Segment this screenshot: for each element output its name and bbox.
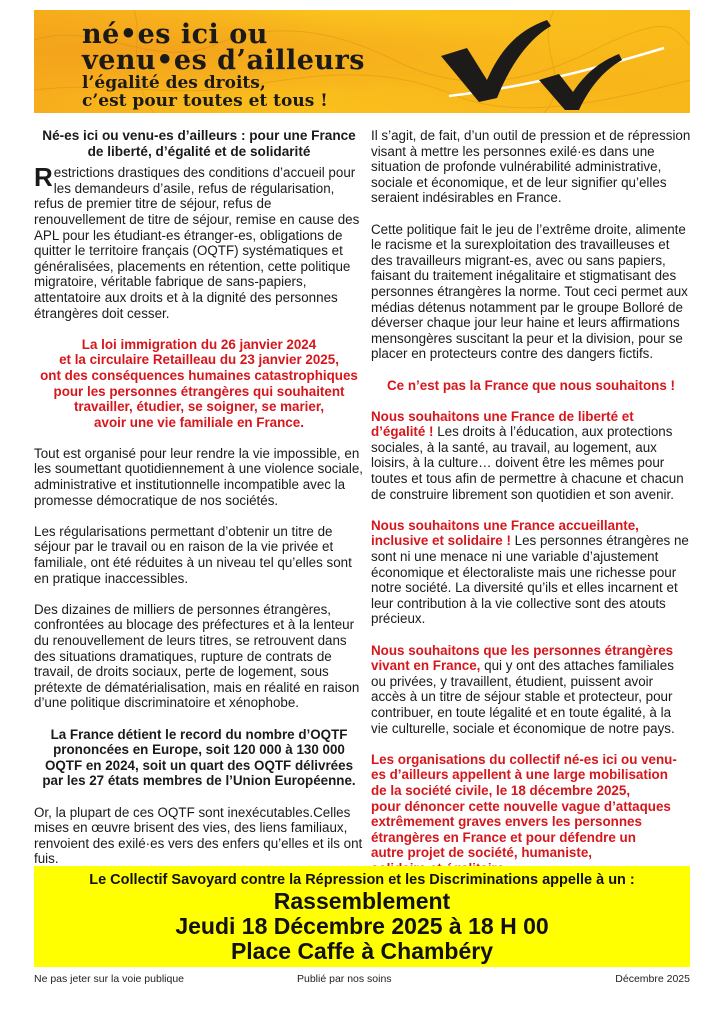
- banner-line-1: né•es ici ou: [82, 19, 268, 50]
- oqtf-record-block: La France détient le record du nombre d’OQTF prononcées en Europe, soit 120 000 à 130 000 OQTF en 2024, soit un quart des OQTF délivrées par les 27 états membres de l’Union Européenne.: [42, 726, 356, 789]
- wish-text: qui y ont des attaches familiales ou privées, y travaillent, étudient, puissent avoir accès à un titre de séjour stable et protecteur, pour contribuer, en toute légalité et en toute égalité, à la vie culturelle, sociale et économique de notre pays.: [371, 658, 675, 736]
- red-line: et la circulaire Retailleau du 23 janvier 2025,: [59, 352, 339, 368]
- wish-text: Les personnes étrangères ne sont ni une menace ni une variable d’ajustement économique et électoraliste mais une richesse pour notre société. La diversité qu’ils et elles incarnent et leur contribution à la vie collective sont des atouts précieux.: [371, 533, 689, 627]
- footer-center: Publié par nos soins: [297, 973, 392, 985]
- red-line: La loi immigration du 26 janvier 2024: [81, 336, 317, 352]
- call-line: autre projet de société, humaniste,: [371, 845, 593, 861]
- double-checkmark-icon: [439, 18, 669, 110]
- red-line: ont des conséquences humaines catastrophiques: [40, 367, 358, 383]
- wish-red-lead: Nous souhaitons une France de liberté et d’égalité !: [371, 408, 634, 440]
- call-line: Les organisations du collectif né-es ici ou venu-: [371, 751, 677, 767]
- drop-cap: R: [34, 162, 53, 193]
- rally-callout: [34, 866, 690, 967]
- callout-intro: Le Collectif Savoyard contre la Répression et les Discriminations appelle à un :: [89, 872, 635, 888]
- call-line: extrêmement graves envers les personnes: [371, 814, 642, 830]
- call-line: étrangères en France et pour défendre un: [371, 829, 636, 845]
- wish-text: Les droits à l’éducation, aux protections sociales, à la santé, au travail, au logement, aux loisirs, à la culture… doivent être les mêmes pour toutes et tous afin de permettre à chacune et chacun de construire librement son quotidien et son avenir.: [371, 424, 684, 502]
- article-heading: Né-es ici ou venu-es d’ailleurs : pour une France de liberté, d’égalité et de solidarité: [42, 128, 356, 159]
- header-banner: [34, 10, 690, 113]
- left-column: [34, 128, 364, 883]
- paragraph-extreme-right: Cette politique fait le jeu de l’extrême droite, alimente le racisme et la surexploitation des travailleuses et des travailleurs migrant-es, avec ou sans papiers, faisant du traitement inégalitaire et stigmatisant des personnes étrangères la norme. Tout ceci permet aux médias détenus notamment par le groupe Bolloré de déverser chaque jour leur haine et leurs affirmations mensongères suscitant la peur et la division, pour se placer en protecteurs contre des dangers fictifs.: [371, 221, 688, 362]
- law-red-block: [34, 337, 364, 431]
- paragraph-prefectures: Des dizaines de milliers de personnes étrangères, confrontées au blocage des préfectures et à la lenteur du renouvellement de leurs titres, se retrouvent dans des situations dramatiques, rupture de contrats de travail, de droits sociaux, perte de logement, sous prétexte de dématérialisation, mais en réalité en raison d’une politique discriminatoire et xénophobe.: [34, 601, 360, 711]
- call-line: es d’ailleurs appellent à une large mobilisation: [371, 767, 668, 783]
- paragraph-impossible-life: Tout est organisé pour leur rendre la vie impossible, en les soumettant quotidiennement à une violence sociale, administrative et institutionnelle incompatible avec la promesse démocratique de nos sociétés.: [34, 445, 364, 508]
- red-line: travailler, étudier, se soigner, se marier,: [73, 399, 325, 415]
- callout-title: Rassemblement: [273, 888, 451, 914]
- wish-red-lead: Nous souhaitons que les personnes étrangères vivant en France,: [371, 642, 674, 674]
- banner-line-3: l’égalité des droits,: [82, 73, 266, 93]
- red-subheading: Ce n’est pas la France que nous souhaitons !: [387, 377, 675, 393]
- intro-paragraph: [34, 162, 364, 321]
- callout-date: Jeudi 18 Décembre 2025 à 18 H 00: [175, 913, 549, 939]
- intro-text: estrictions drastiques des conditions d’accueil pour les demandeurs d’asile, refus de régularisation, refus de premier titre de séjour, refus de renouvellement de titre de séjour, remise en cause des APL pour les étudiant-es étranger-es, obligations de quitter le territoire français (OQTF) systématiques et généralisées, placements en rétention, cette politique migratoire, véritable fabrique de sans-papiers, attentatoire aux droits et à la dignité des personnes étrangères doit cesser.: [34, 165, 360, 321]
- red-line: avoir une vie familiale en France.: [94, 414, 304, 430]
- wish-residence: [371, 643, 691, 737]
- paragraph-oqtf-inexecutable: Or, la plupart de ces OQTF sont inexécutables.Celles mises en œuvre brisent des vies, des liens familiaux, renvoient des exilé·es vers des enfers qu’elles et ils ont fuis.: [34, 804, 363, 867]
- banner-title: [82, 19, 365, 111]
- mobilisation-call: [371, 752, 691, 877]
- banner-line-4: c’est pour toutes et tous !: [82, 91, 328, 111]
- paragraph-regularisations: Les régularisations permettant d’obtenir un titre de séjour par le travail ou en raison de la vie privée et familiale, ont été réduites à un niveau tel qu’elles sont en pratique inaccessibles.: [34, 523, 352, 586]
- call-line: pour dénoncer cette nouvelle vague d’attaques: [371, 798, 671, 814]
- call-line: de la société civile, le 18 décembre 2025,: [371, 782, 631, 798]
- wish-liberty: [371, 409, 691, 503]
- red-line: pour les personnes étrangères qui souhaitent: [53, 383, 345, 399]
- wish-welcoming: [371, 518, 691, 627]
- footer-right: Décembre 2025: [615, 973, 690, 985]
- right-column: [371, 128, 691, 892]
- wish-red-lead: Nous souhaitons une France accueillante, inclusive et solidaire !: [371, 517, 639, 549]
- footer-left: Ne pas jeter sur la voie publique: [34, 973, 185, 985]
- banner-line-2: venu•es d’ailleurs: [82, 45, 365, 76]
- paragraph-pressure-tool: Il s’agit, de fait, d’un outil de pression et de répression visant à mettre les personnes exilé·es dans une situation de profonde vulnérabilité administrative, sociale et économique, et de leur signifier qu’elles seraient indésirables en France.: [371, 128, 691, 206]
- callout-place: Place Caffe à Chambéry: [230, 938, 494, 964]
